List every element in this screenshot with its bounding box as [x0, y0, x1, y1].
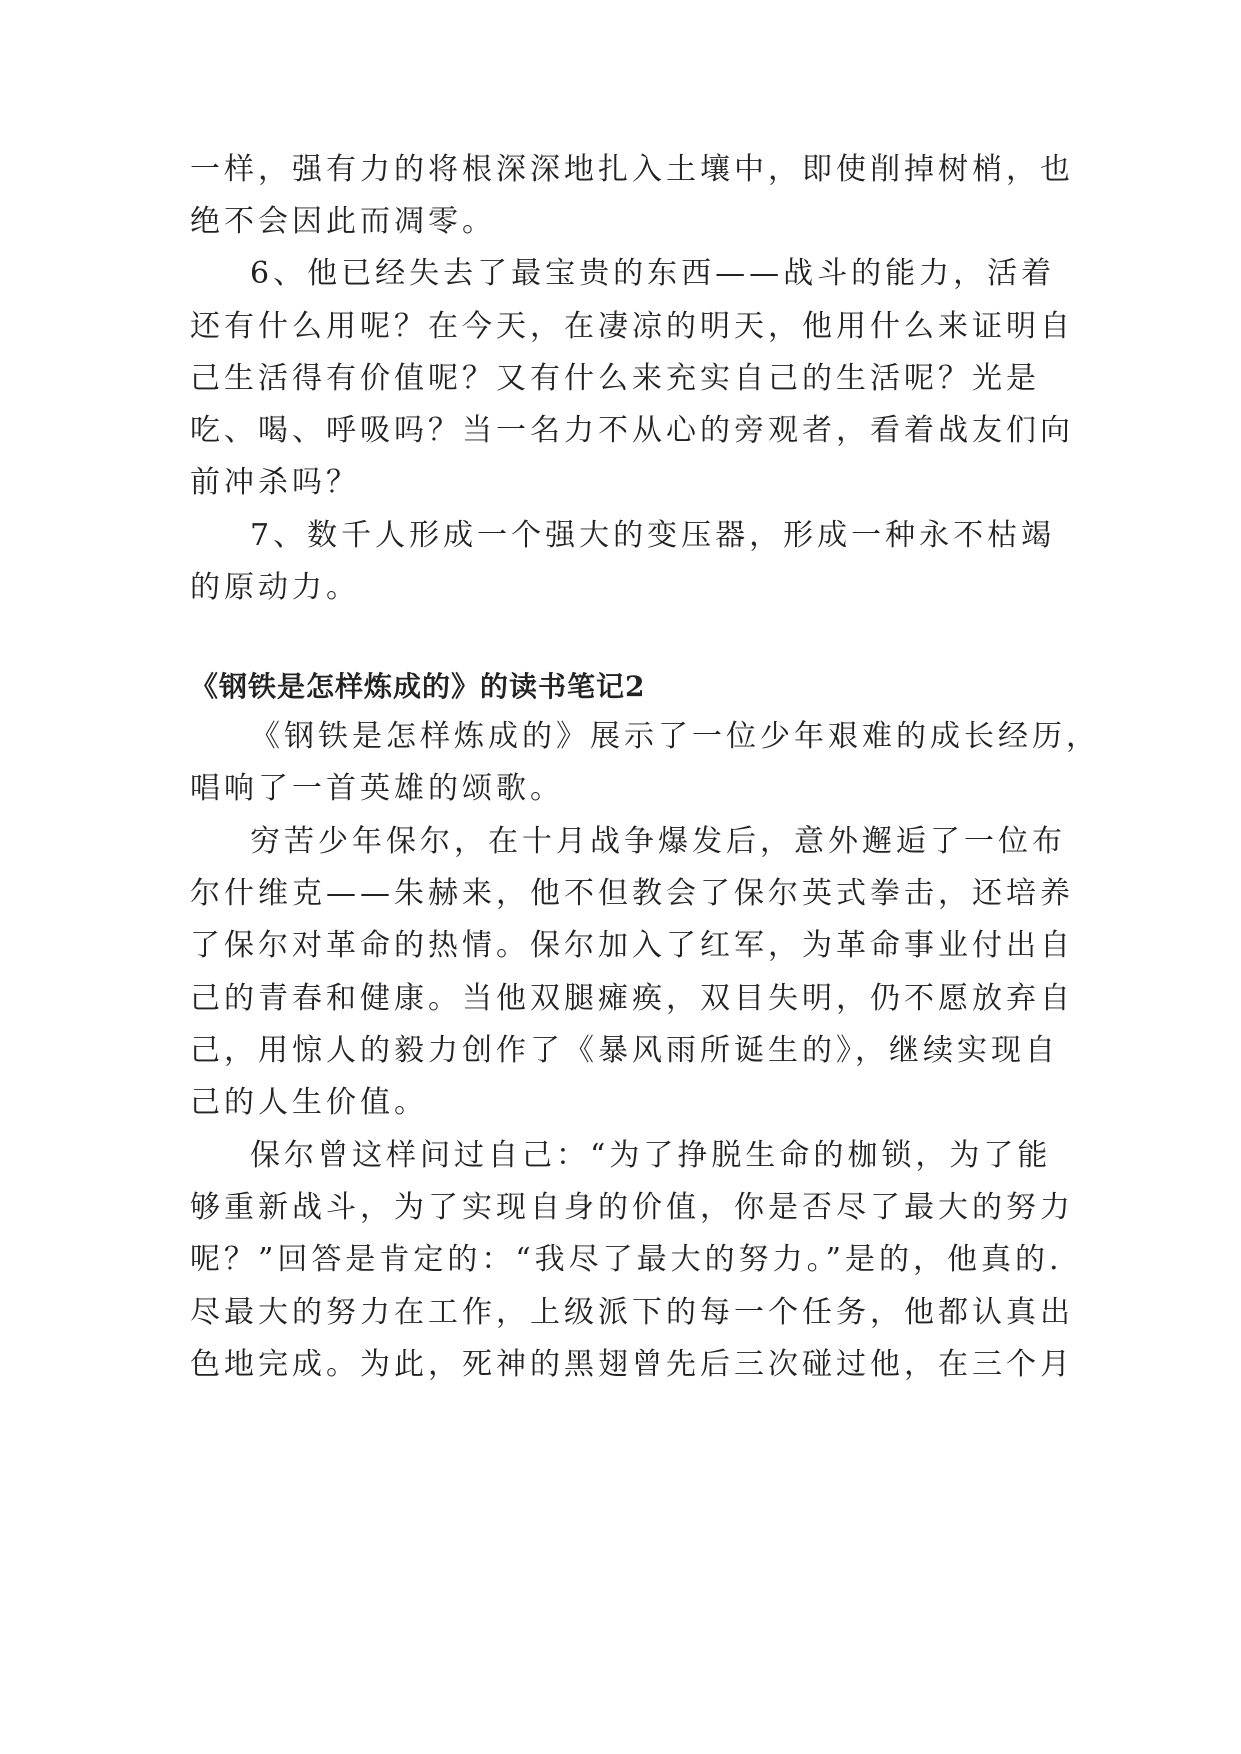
numbered-item-line: 7、数千人形成一个强大的变压器，形成一种永不枯竭: [250, 518, 1056, 553]
paragraph-line: 穷苦少年保尔，在十月战争爆发后，意外邂逅了一位布: [250, 824, 1066, 859]
paragraph-line: 色地完成。为此，死神的黑翅曾先后三次碰过他，在三个月: [190, 1347, 1074, 1382]
paragraph-line: 唱响了一首英雄的颂歌。: [190, 771, 564, 806]
paragraph-line: 保尔曾这样问过自己：“为了挣脱生命的枷锁，为了能: [250, 1138, 1052, 1173]
numbered-item-line: 己生活得有价值呢？又有什么来充实自己的生活呢？光是: [190, 361, 1040, 396]
paragraph-line: 呢？”回答是肯定的：“我尽了最大的努力。”是的，他真的.: [190, 1242, 1063, 1277]
paragraph-line: 够重新战斗，为了实现自身的价值，你是否尽了最大的努力: [190, 1190, 1074, 1225]
numbered-item-line: 还有什么用呢？在今天，在凄凉的明天，他用什么来证明自: [190, 309, 1074, 344]
numbered-item-line: 的原动力。: [190, 570, 360, 605]
paragraph-line: 了保尔对革命的热情。保尔加入了红军，为革命事业付出自: [190, 928, 1074, 963]
paragraph-line: 尽最大的努力在工作，上级派下的每一个任务，他都认真出: [190, 1295, 1074, 1330]
paragraph-line: 《钢铁是怎样炼成的》展示了一位少年艰难的成长经历，: [250, 719, 1100, 754]
paragraph-line: 一样，强有力的将根深深地扎入土壤中，即使削掉树梢，也: [190, 152, 1074, 187]
section-title: 《钢铁是怎样炼成的》的读书笔记2: [190, 670, 646, 703]
numbered-item-line: 6、他已经失去了最宝贵的东西——战斗的能力，活着: [250, 256, 1056, 291]
paragraph-line: 尔什维克——朱赫来，他不但教会了保尔英式拳击，还培养: [190, 876, 1074, 911]
paragraph-line: 绝不会因此而凋零。: [190, 204, 496, 239]
numbered-item-line: 前冲杀吗？: [190, 465, 360, 500]
paragraph-line: 己，用惊人的毅力创作了《暴风雨所诞生的》，继续实现自: [190, 1033, 1059, 1068]
paragraph-line: 己的人生价值。: [190, 1085, 428, 1120]
paragraph-line: 己的青春和健康。当他双腿瘫痪，双目失明，仍不愿放弃自: [190, 981, 1074, 1016]
numbered-item-line: 吃、喝、呼吸吗？当一名力不从心的旁观者，看着战友们向: [190, 413, 1074, 448]
